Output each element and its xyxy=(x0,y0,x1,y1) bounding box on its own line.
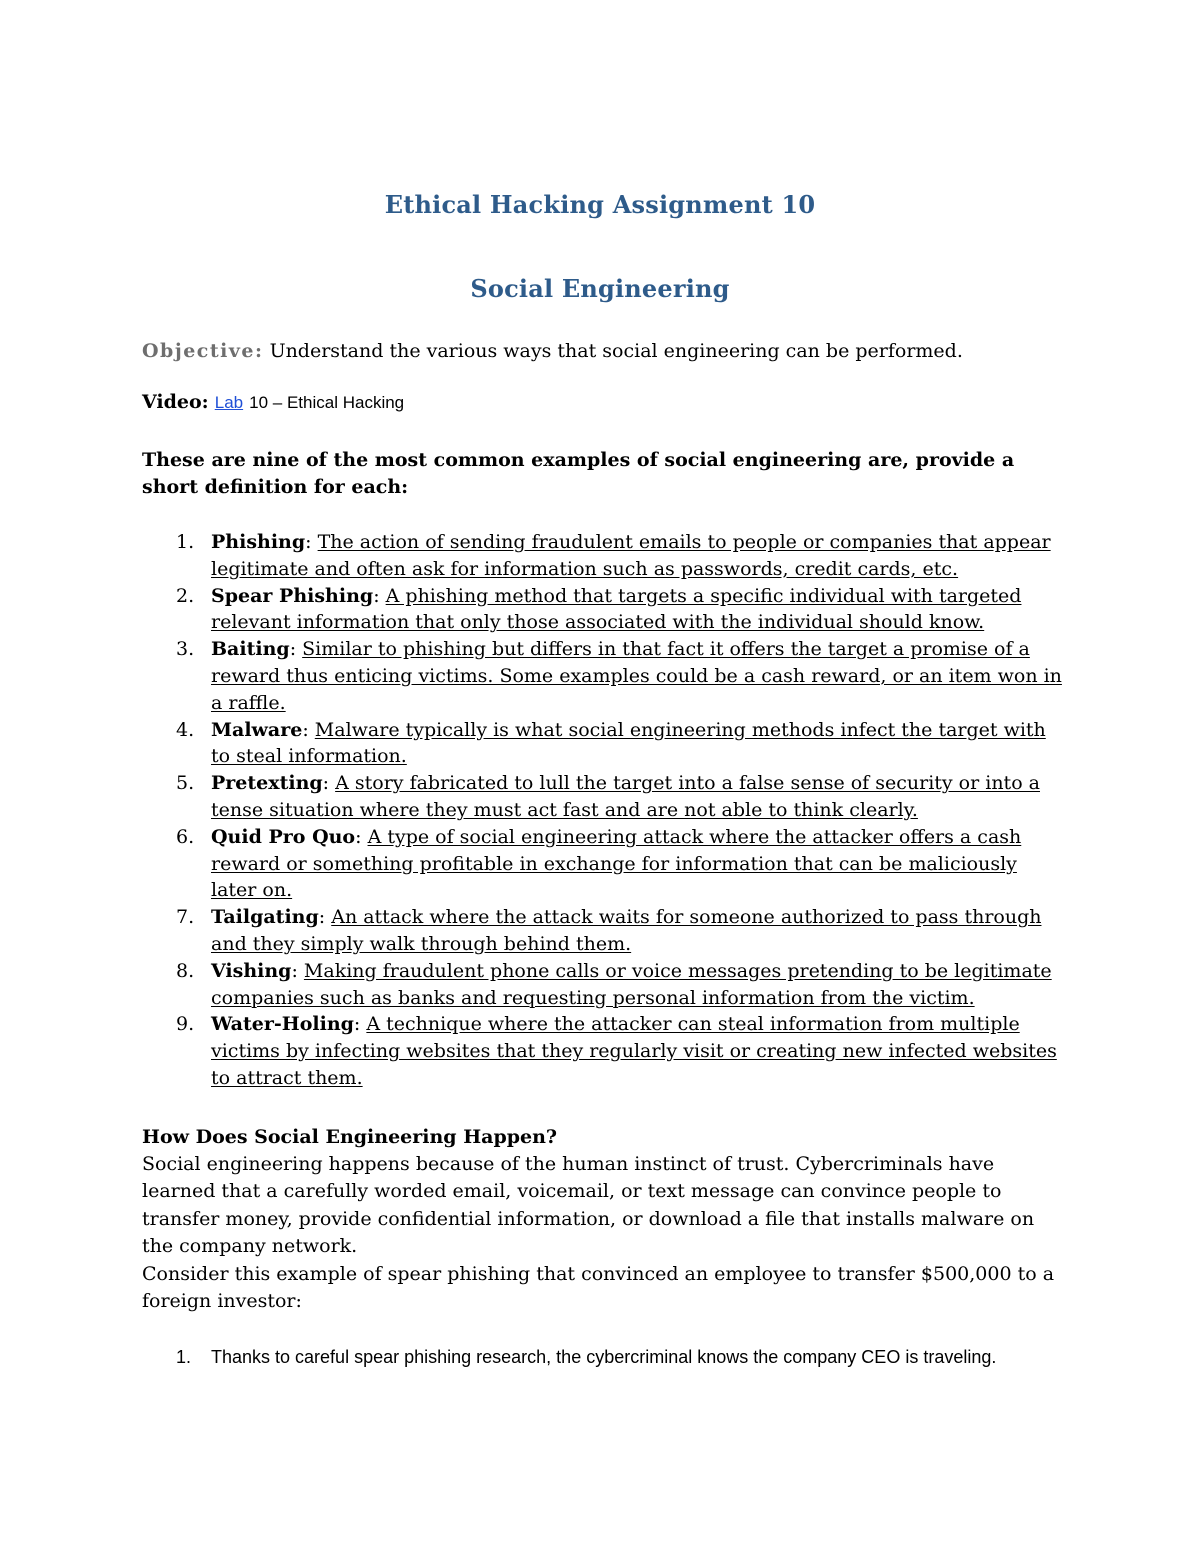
list-number: 3. xyxy=(176,638,195,661)
list-number: 1. xyxy=(176,531,195,553)
term: Quid Pro Quo xyxy=(211,825,356,848)
list-number: 9. xyxy=(176,1013,195,1036)
steps-list xyxy=(142,1343,1042,1371)
section-heading: How Does Social Engineering Happen? xyxy=(142,1126,558,1148)
list-item: 4. Malware: Malware typically is what social engineering methods infect the target with to steal information. xyxy=(176,718,1046,768)
objective-label: Objective: xyxy=(142,340,264,362)
list-item: 6. Quid Pro Quo: A type of social engineering attack where the attacker offers a cash reward or something profitable in exchange for information that can be maliciously later on. xyxy=(176,825,1022,902)
term: Baiting xyxy=(211,638,290,661)
question-prompt: These are nine of the most common examples of social engineering are, provide a short definition for each: xyxy=(142,449,1015,498)
term: Vishing xyxy=(211,959,292,982)
list-number: 6. xyxy=(176,825,195,848)
paragraph: Consider this example of spear phishing that convinced an employee to transfer $500,000 to a foreign investor: xyxy=(142,1263,1055,1313)
definition: A story fabricated to lull the target into a false sense of security or into a tense situation where they must act fast and are not able to think clearly. xyxy=(211,772,1040,821)
list-item: 9. Water-Holing: A technique where the attacker can steal information from multiple victims by infecting websites that they regularly visit or creating new infected websites to attract them. xyxy=(176,1013,1057,1089)
term: Tailgating xyxy=(211,906,319,929)
definition: Malware typically is what social engineering methods infect the target with to steal information. xyxy=(211,718,1046,768)
list-number: 1. xyxy=(176,1347,192,1367)
objective-line xyxy=(142,338,963,365)
list-item: 7. Tailgating: An attack where the attack waits for someone authorized to pass through and they simply walk through behind them. xyxy=(176,906,1042,955)
list-item: 8. Vishing: Making fraudulent phone calls or voice messages pretending to be legitimate companies such as banks and requesting personal information from the victim. xyxy=(176,959,1052,1009)
term: Pretexting xyxy=(211,772,323,795)
video-label: Video: xyxy=(142,391,209,413)
definitions-list xyxy=(142,529,1062,1092)
definition: Making fraudulent phone calls or voice messages pretending to be legitimate companies such as banks and requesting personal information from the victim. xyxy=(211,959,1052,1009)
list-item: 2. Spear Phishing: A phishing method that targets a specific individual with targeted relevant information that only those associated with the individual should know. xyxy=(176,584,1022,634)
definition: Similar to phishing but differs in that fact it offers the target a promise of a reward thus enticing victims. Some examples could be a cash reward, or an item won in a raffle. xyxy=(211,638,1062,714)
definition: An attack where the attack waits for someone authorized to pass through and they simply walk through behind them. xyxy=(211,906,1042,955)
list-item: 3. Baiting: Similar to phishing but differs in that fact it offers the target a promise of a reward thus enticing victims. Some examples could be a cash reward, or an item won in a raffle. xyxy=(176,638,1062,714)
list-item xyxy=(142,1343,1042,1371)
list-number: 7. xyxy=(176,906,195,929)
document-subtitle: Social Engineering xyxy=(470,274,730,303)
list-number: 5. xyxy=(176,772,195,795)
list-number: 4. xyxy=(176,718,195,741)
step-text: Thanks to careful spear phishing research, the cybercriminal knows the company CEO is traveling. xyxy=(211,1347,997,1367)
list-item: 1. Phishing: The action of sending fraudulent emails to people or companies that appear legitimate and often ask for information such as passwords, credit cards, etc. xyxy=(176,531,1051,580)
document-title: Ethical Hacking Assignment 10 xyxy=(384,190,816,219)
definition: A type of social engineering attack where the attacker offers a cash reward or something profitable in exchange for information that can be maliciously later on. xyxy=(211,825,1022,902)
video-link[interactable]: Lab xyxy=(214,393,244,412)
definition: The action of sending fraudulent emails to people or companies that appear legitimate and often ask for information such as passwords, credit cards, etc. xyxy=(211,531,1051,580)
video-line xyxy=(142,389,404,416)
list-number: 8. xyxy=(176,959,195,982)
list-item: 5. Pretexting: A story fabricated to lull the target into a false sense of security or into a tense situation where they must act fast and are not able to think clearly. xyxy=(176,772,1040,821)
objective-text: Understand the various ways that social engineering can be performed. xyxy=(269,340,963,362)
term: Phishing xyxy=(211,531,306,553)
definition: A phishing method that targets a specific individual with targeted relevant information that only those associated with the individual should know. xyxy=(211,584,1022,634)
definition: A technique where the attacker can steal information from multiple victims by infecting websites that they regularly visit or creating new infected websites to attract them. xyxy=(211,1013,1057,1089)
term: Spear Phishing xyxy=(211,584,374,607)
paragraph: Social engineering happens because of the human instinct of trust. Cybercriminals have learned that a carefully worded email, voicemail, or text message can convince people to transfer money, provide confidential information, or download a file that installs malware on the company network. xyxy=(142,1153,1035,1258)
list-number: 2. xyxy=(176,584,195,607)
term: Malware xyxy=(211,718,303,741)
video-title: 10 – Ethical Hacking xyxy=(249,393,405,412)
term: Water-Holing xyxy=(211,1013,354,1036)
